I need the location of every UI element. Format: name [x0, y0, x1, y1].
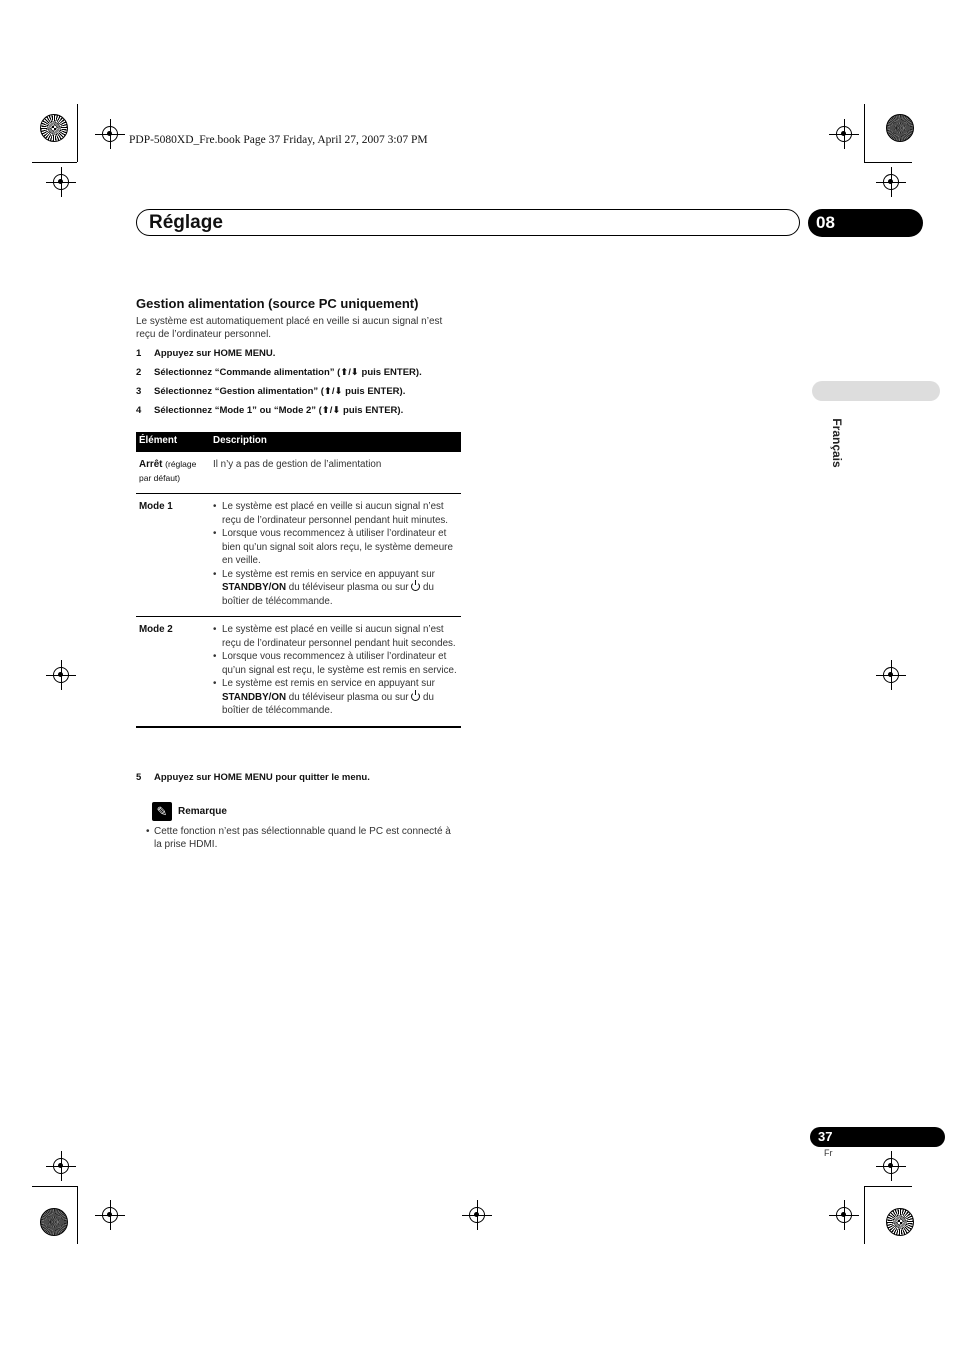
- crosshair-icon: [836, 1207, 852, 1223]
- registration-star-bottom-right: [886, 1208, 914, 1236]
- crosshair-icon: [836, 126, 852, 142]
- title-bar: [136, 209, 800, 236]
- standby-text: Le système est remis en service en appuyant sur: [222, 678, 435, 689]
- step-2: [136, 367, 422, 378]
- note-title: Remarque: [178, 806, 227, 817]
- standby-key: STANDBY/ON: [222, 582, 287, 593]
- step-text: Sélectionnez “Mode 1” ou “Mode 2” (⬆/⬇ puis ENTER).: [154, 405, 404, 416]
- element-cell: Mode 1: [136, 494, 210, 617]
- registration-star-top-right: [886, 114, 914, 142]
- registration-star-top-left: [40, 114, 68, 142]
- step-number: 4: [136, 405, 142, 416]
- chapter-number: 08: [816, 213, 835, 232]
- description-cell: [210, 494, 461, 617]
- standby-text: Le système est remis en service en appuyant sur: [222, 568, 435, 580]
- power-icon: [411, 692, 420, 701]
- crosshair-icon: [883, 667, 899, 683]
- step-text: Sélectionnez “Commande alimentation” (⬆/⬇ puis ENTER).: [154, 367, 422, 378]
- list-item: • Le système est placé en veille si aucun signal n’est reçu de l’ordinateur personnel pendant huit secondes.: [222, 623, 458, 650]
- page-number: 37: [818, 1129, 833, 1144]
- column-header-description: Description: [210, 432, 461, 452]
- crop-mark: [864, 162, 912, 163]
- crop-mark: [864, 104, 865, 162]
- standby-text: du téléviseur plasma ou sur: [286, 691, 412, 703]
- language-tab: [812, 381, 940, 401]
- crop-mark: [32, 162, 77, 163]
- step-number: 5: [136, 772, 142, 783]
- section-heading: Gestion alimentation (source PC uniquement): [136, 296, 419, 311]
- element-name: Arrêt: [139, 459, 163, 470]
- note-text: • Cette fonction n’est pas sélectionnable quand le PC est connecté à la prise HDMI.: [146, 825, 454, 851]
- crop-mark: [864, 1186, 912, 1187]
- table-header-row: [136, 432, 461, 452]
- step-1: [136, 348, 275, 359]
- crosshair-icon: [469, 1207, 485, 1223]
- element-cell: [136, 452, 210, 494]
- standby-text: du boîtier de télécommande.: [222, 691, 434, 716]
- list-item: • Lorsque vous recommencez à utiliser l’ordinateur et bien qu’un signal soit alors reçu, le système demeure en veille.: [222, 527, 458, 568]
- element-cell: Mode 2: [136, 617, 210, 727]
- step-number: 1: [136, 348, 142, 359]
- step-3: [136, 386, 405, 397]
- step-number: 2: [136, 367, 142, 378]
- step-text: Sélectionnez “Gestion alimentation” (⬆/⬇ puis ENTER).: [154, 386, 406, 397]
- standby-text: du téléviseur plasma ou sur: [286, 582, 412, 593]
- step-number: 3: [136, 386, 142, 397]
- description-cell: Il n’y a pas de gestion de l’alimentation: [210, 452, 461, 494]
- table-row: [136, 452, 461, 494]
- crop-mark: [32, 1186, 77, 1187]
- table-row: [136, 617, 461, 727]
- registration-star-bottom-left: [40, 1208, 68, 1236]
- crosshair-icon: [53, 1158, 69, 1174]
- standby-key: STANDBY/ON: [222, 691, 287, 703]
- list-item: • Le système est placé en veille si aucun signal n’est reçu de l’ordinateur personnel pendant huit minutes.: [222, 500, 458, 527]
- crosshair-icon: [53, 667, 69, 683]
- list-item: • Lorsque vous recommencez à utiliser l’ordinateur et qu’un signal est reçu, le système est remis en service.: [222, 650, 458, 677]
- crop-mark: [77, 1186, 78, 1244]
- section-intro: Le système est automatiquement placé en veille si aucun signal n’est reçu de l’ordinateur personnel.: [136, 316, 443, 340]
- settings-table: [136, 432, 461, 728]
- crosshair-icon: [883, 1158, 899, 1174]
- book-info-line: PDP-5080XD_Fre.book Page 37 Friday, April 27, 2007 3:07 PM: [129, 134, 428, 146]
- column-header-element: Élément: [136, 432, 210, 452]
- step-text: Appuyez sur HOME MENU.: [154, 348, 276, 359]
- crop-mark: [77, 104, 78, 162]
- standby-text: du boîtier de télécommande.: [222, 582, 434, 607]
- crosshair-icon: [102, 126, 118, 142]
- crop-mark: [864, 1186, 865, 1244]
- description-cell: [210, 617, 461, 727]
- page-language: Fr: [824, 1148, 833, 1158]
- step-text: Appuyez sur HOME MENU pour quitter le menu.: [154, 772, 370, 783]
- list-item: [222, 568, 458, 609]
- page-title: Réglage: [149, 212, 223, 233]
- element-note: (réglage par défaut): [139, 459, 197, 483]
- step-4: [136, 405, 403, 416]
- table-row: [136, 494, 461, 617]
- list-item: [222, 677, 458, 718]
- step-5: [136, 772, 370, 783]
- crosshair-icon: [102, 1207, 118, 1223]
- crosshair-icon: [53, 174, 69, 190]
- pencil-note-icon: ✎: [152, 802, 172, 821]
- power-icon: [411, 582, 420, 591]
- crosshair-icon: [883, 174, 899, 190]
- language-label: Français: [830, 418, 844, 468]
